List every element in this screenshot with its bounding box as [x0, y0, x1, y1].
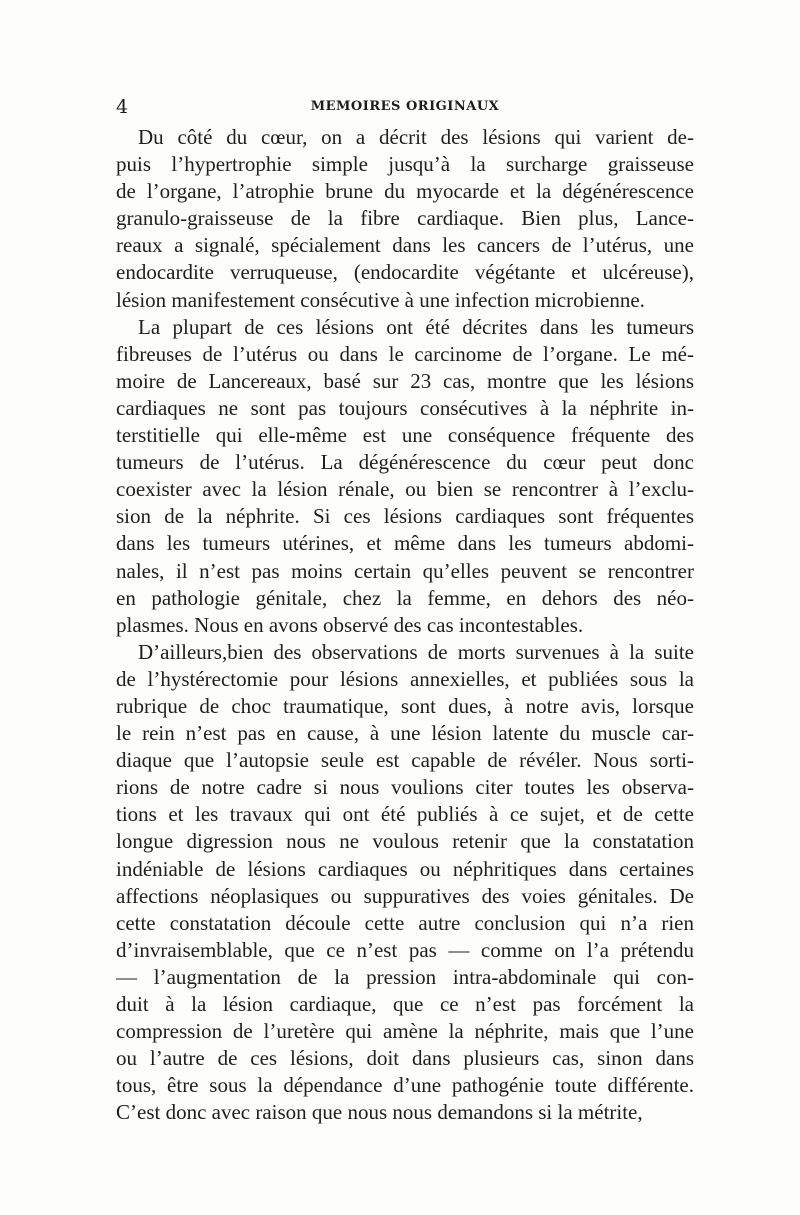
text-line: en pathologie génitale, chez la femme, en dehors des néo- [116, 585, 694, 610]
paragraph [116, 314, 694, 639]
body-text [116, 124, 694, 1126]
text-line: tous, être sous la dépendance d’une pathogénie toute différente. [116, 1073, 694, 1098]
text-line: de l’hystérectomie pour lésions annexielles, et publiées sous la [116, 666, 694, 691]
text-line: affections néoplasiques ou suppuratives des voies génitales. De [116, 883, 694, 908]
text-line: diaque que l’autopsie seule est capable de révéler. Nous sorti- [116, 748, 694, 773]
text-line: terstitielle qui elle-même est une conséquence fréquente des [116, 423, 694, 448]
paragraph [116, 639, 694, 1127]
text-line: — l’augmentation de la pression intra-abdominale qui con- [116, 964, 694, 989]
text-line: puis l’hypertrophie simple jusqu’à la surcharge graisseuse [116, 152, 694, 177]
text-line: sion de la néphrite. Si ces lésions cardiaques sont fréquentes [116, 504, 694, 529]
text-line: rions de notre cadre si nous voulions citer toutes les observa- [116, 775, 694, 800]
running-head: MEMOIRES ORIGINAUX [310, 99, 500, 114]
text-line: tumeurs de l’utérus. La dégénérescence du cœur peut donc [116, 450, 694, 475]
text-line: longue digression nous ne voulous retenir que la constatation [116, 829, 694, 854]
text-line: fibreuses de l’utérus ou dans le carcinome de l’organe. Le mé- [116, 341, 694, 366]
text-line: ou l’autre de ces lésions, doit dans plusieurs cas, sinon dans [116, 1046, 694, 1071]
text-line: cette constatation découle cette autre conclusion qui n’a rien [116, 910, 694, 935]
text-line: cardiaques ne sont pas toujours consécutives à la néphrite in- [116, 395, 694, 420]
text-line: de l’organe, l’atrophie brune du myocarde et la dégénérescence [116, 179, 694, 204]
text-line: moire de Lancereaux, basé sur 23 cas, montre que les lésions [116, 368, 694, 393]
text-line: le rein n’est pas en cause, à une lésion latente du muscle car- [116, 721, 694, 746]
text-line: dans les tumeurs utérines, et même dans les tumeurs abdomi- [116, 531, 694, 556]
page-number: 4 [116, 96, 129, 118]
text-line: C’est donc avec raison que nous nous demandons si la métrite, [116, 1100, 643, 1125]
text-line: compression de l’uretère qui amène la néphrite, mais que l’une [116, 1019, 694, 1044]
text-line: Du côté du cœur, on a décrit des lésions qui varient de- [138, 125, 694, 149]
text-line: duit à la lésion cardiaque, que ce n’est pas forcément la [116, 992, 694, 1016]
text-line: plasmes. Nous en avons observé des cas incontestables. [116, 612, 584, 637]
text-line: D’ailleurs,bien des observations de morts survenues à la suite [138, 639, 694, 664]
text-line: indéniable de lésions cardiaques ou néphritiques dans certaines [116, 856, 694, 881]
text-line: d’invraisemblable, que ce n’est pas — comme on l’a prétendu [116, 937, 694, 962]
text-line: lésion manifestement consécutive à une infection microbienne. [116, 287, 645, 312]
page-header [116, 96, 694, 122]
text-line: coexister avec la lésion rénale, ou bien se rencontrer à l’exclu- [116, 477, 694, 502]
text-line: endocardite verruqueuse, (endocardite végétante et ulcéreuse), [116, 260, 694, 285]
text-line: tions et les travaux qui ont été publiés à ce sujet, et de cette [116, 802, 694, 827]
text-line: granulo-graisseuse de la fibre cardiaque. Bien plus, Lance- [116, 206, 694, 231]
text-line: nales, il n’est pas moins certain qu’elles peuvent se rencontrer [116, 558, 694, 583]
text-line: reaux a signalé, spécialement dans les cancers de l’utérus, une [116, 233, 694, 258]
paragraph [116, 124, 694, 314]
text-line: rubrique de choc traumatique, sont dues, à notre avis, lorsque [116, 693, 694, 718]
text-line: La plupart de ces lésions ont été décrites dans les tumeurs [138, 314, 694, 339]
